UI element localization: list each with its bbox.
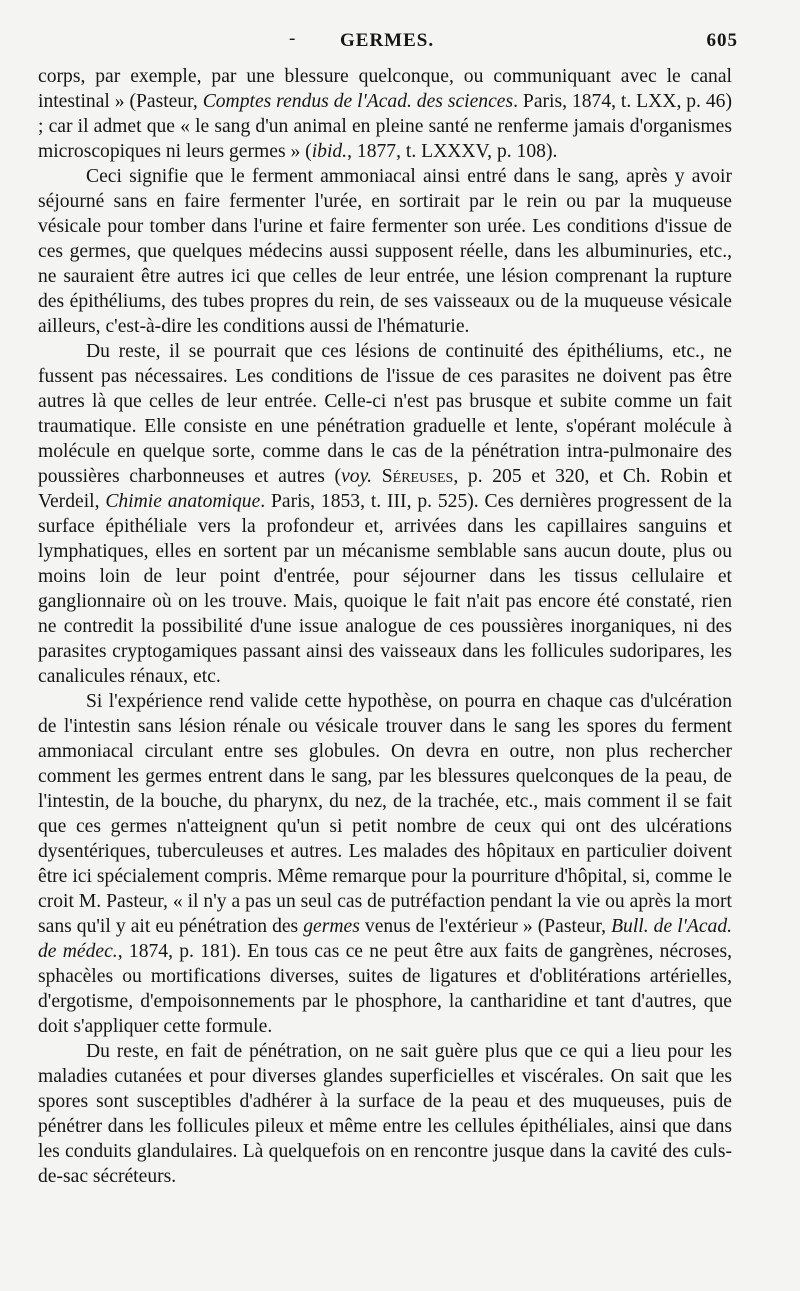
text-run: , p. 205 et 320, et Ch. Robin et Verdeil, xyxy=(38,466,732,512)
italic-text: voy. xyxy=(341,466,373,487)
italic-text: Bull. de l'Acad. de médec. xyxy=(38,916,733,962)
paragraph xyxy=(38,64,732,164)
header-dash: - xyxy=(289,28,297,49)
text-run: venus de l'extérieur » (Pasteur, xyxy=(359,916,612,937)
page-number: 605 xyxy=(706,30,738,51)
text-run: Ceci signifie que le ferment ammoniacal ainsi entré dans le sang, après y avoir séjourné sans en faire fermenter l'urée, en sortirait par le rein ou par la muqueuse vésicale pour tomber dans l'urine et faire fermenter son urée. Les conditions d'issue de ces germes, que quelques médecins aussi supposent réelle, dans les albuminuries, etc., ne sauraient être autres ici que celles de leur entrée, une lésion comprenant la rupture des épithéliums, des tubes propres du rein, de ses vaisseaux ou de la muqueuse vésicale ailleurs, c'est-à-dire les conditions aussi de l'hématurie. xyxy=(38,166,732,337)
text-run: . Paris, 1874, t. LXX, p. 46) ; car il admet que « le sang d'un animal en pleine santé ne renferme jamais d'organismes microscopiques ni leurs germes » ( xyxy=(38,91,732,162)
italic-text: germes xyxy=(303,916,360,937)
text-run: Si l'expérience rend valide cette hypothèse, on pourra en chaque cas d'ulcération de l'intestin sans lésion rénale ou vésicale trouver dans le sang les spores du ferment ammoniacal circulant entre ses globules. On devra en outre, non plus rechercher comment les germes entrent dans le sang, par les blessures quelconques de la peau, de l'intestin, de la bouche, du pharynx, du nez, de la trachée, etc., mais comment il se fait que ces germes n'atteignent qu'un si petit nombre de ceux qui ont des ulcérations dysentériques, tuberculeuses et autres. Les malades des hôpitaux en particulier doivent être ici spécialement compris. Même remarque pour la pourriture d'hôpital, si, comme le croit M. Pasteur, « il n'y a pas un seul cas de putréfaction pendant la vie ou après la mort sans qu'il y ait eu pénétration des xyxy=(38,691,732,937)
text-run: Du reste, il se pourrait que ces lésions de continuité des épithéliums, etc., ne fussent pas nécessaires. Les conditions de l'issue de ces parasites ne doivent pas être autres là que celles de leur entrée. Celle-ci n'est pas brusque et subite comme un fait traumatique. Elle consiste en une pénétration graduelle et lente, s'opérant molécule à molécule en quelque sorte, comme dans le cas de la pénétration intra-pulmonaire des poussières charbonneuses et autres ( xyxy=(38,341,732,487)
italic-text: ibid. xyxy=(311,141,348,162)
paragraph xyxy=(38,1039,732,1189)
text-run: , 1877, t. LXXXV, p. 108). xyxy=(347,141,558,162)
paragraph xyxy=(38,164,732,339)
running-title: GERMES. xyxy=(340,30,435,51)
italic-text: Chimie anatomique xyxy=(105,491,261,512)
text-run: Du reste, en fait de pénétration, on ne sait guère plus que ce qui a lieu pour les maladies cutanées et pour diverses glandes superficielles et viscérales. On sait que les spores sont susceptibles d'adhérer à la surface de la peau et des muqueuses, puis de pénétrer dans les follicules pileux et même entre les cellules épithéliales, ainsi que dans les conduits glandulaires. Là quelquefois on en rencontre jusque dans la cavité des culs-de-sac sécréteurs. xyxy=(38,1041,732,1187)
text-run xyxy=(372,466,382,487)
paragraph xyxy=(38,339,732,689)
text-run: corps, par exemple, par une blessure quelconque, ou communiquant avec le canal intestinal » (Pasteur, xyxy=(38,66,732,112)
text-run: , 1874, p. 181). En tous cas ce ne peut être aux faits de gangrènes, nécroses, sphacèles ou mortifications diverses, suites de ligatures et d'oblitérations artérielles, d'ergotisme, d'empoisonnements par le phosphore, la cantharidine et tant d'autres, que doit s'appliquer cette formule. xyxy=(38,941,733,1037)
body-text xyxy=(38,64,732,1189)
paragraph xyxy=(38,689,732,1039)
text-run: . Paris, 1853, t. III, p. 525). Ces dernières progressent de la surface épithéliale vers la profondeur et, arrivées dans les capillaires sanguins et lymphatiques, elles en sortent par un mécanisme semblable sans aucun doute, plus ou moins loin de leur point d'entrée, pour séjourner dans les tissus cellulaire et ganglionnaire où on les trouve. Mais, quoique le fait n'ait pas encore été constaté, rien ne contredit la possibilité d'une issue analogue de ces poussières inorganiques, ni des parasites cryptogamiques passant ainsi des vaisseaux dans les follicules sudoripares, les canalicules rénaux, etc. xyxy=(38,491,732,687)
small-caps-text: Séreuses xyxy=(381,466,454,487)
page-header xyxy=(38,28,738,64)
italic-text: Comptes rendus de l'Acad. des sciences xyxy=(202,91,514,112)
